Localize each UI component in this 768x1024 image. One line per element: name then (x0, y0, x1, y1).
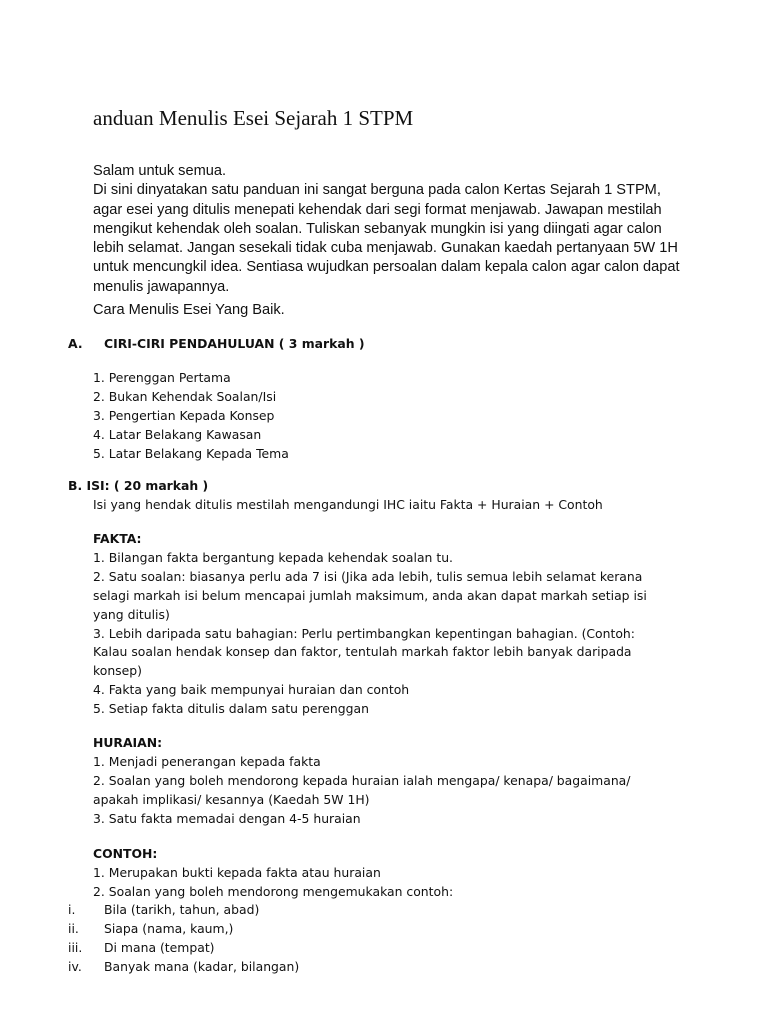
intro-paragraph: Di sini dinyatakan satu panduan ini sangat berguna pada calon Kertas Sejarah 1 STPM, agar esei yang ditulis menepati kehendak dari segi format menjawab. Jawapan mestilah mengikut kehendak oleh soalan. Tuliskan sebanyak mungkin isi yang diingati agar calon lebih selamat. Jangan sesekali tidak cuba menjawab. Gunakan kaedah pertanyaan 5W 1H untuk mencungkil idea. Sentiasa wujudkan persoalan dalam kepala calon agar calon dapat menulis jawapannya. (93, 182, 680, 295)
contoh-sub-list (68, 901, 299, 977)
list-item: 1. Perenggan Pertama (93, 370, 231, 385)
document-title: anduan Menulis Esei Sejarah 1 STPM (93, 106, 414, 130)
list-item: 2. Soalan yang boleh mendorong kepada huraian ialah mengapa/ kenapa/ bagaimana/ apakah implikasi/ kesannya (Kaedah 5W 1H) (93, 772, 631, 807)
list-item: 1. Merupakan bukti kepada fakta atau huraian (93, 864, 381, 880)
fakta-heading: FAKTA: (93, 531, 142, 546)
list-item: 2. Satu soalan: biasanya perlu ada 7 isi (Jika ada lebih, tulis semua lebih selamat kerana selagi markah isi belum mencapai jumlah maksimum, anda akan dapat markah setiap isi yang ditulis) (93, 568, 647, 622)
list-item: 5. Setiap fakta ditulis dalam satu perenggan (93, 701, 369, 717)
huraian-heading: HURAIAN: (93, 735, 163, 750)
sub-list-item (68, 920, 299, 939)
contoh-heading: CONTOH: (93, 846, 158, 861)
sub-list-item (68, 939, 299, 958)
roman-numeral: ii. (68, 920, 79, 936)
sub-list-item (68, 958, 299, 977)
cara-heading: Cara Menulis Esei Yang Baik. (93, 302, 285, 318)
roman-numeral: iii. (68, 939, 83, 955)
roman-numeral: i. (68, 902, 76, 917)
sub-item-text: Banyak mana (kadar, bilangan) (104, 958, 300, 974)
sub-item-text: Bila (tarikh, tahun, abad) (104, 902, 260, 917)
sub-item-text: Siapa (nama, kaum,) (104, 920, 234, 936)
list-item: 1. Bilangan fakta bergantung kepada kehendak soalan tu. (93, 549, 453, 565)
intro-block (93, 162, 693, 297)
intro-greeting: Salam untuk semua. (93, 163, 227, 179)
roman-numeral: iv. (68, 958, 82, 974)
list-item: 4. Fakta yang baik mempunyai huraian dan contoh (93, 682, 410, 698)
list-item: 5. Latar Belakang Kepada Tema (93, 445, 289, 461)
section-b-title: B. ISI: ( 20 markah ) (68, 478, 209, 493)
list-item: 3. Lebih daripada satu bahagian: Perlu pertimbangkan kepentingan bahagian. (Contoh: Kalau soalan hendak konsep dan faktor, tentulah markah faktor lebih banyak daripada konsep) (93, 625, 635, 679)
fakta-block (93, 530, 653, 719)
huraian-block (93, 734, 653, 829)
section-a-marker: A. (68, 336, 83, 351)
list-item: 3. Satu fakta memadai dengan 4-5 huraian (93, 810, 361, 826)
list-item: 4. Latar Belakang Kawasan (93, 426, 262, 442)
contoh-block (93, 845, 653, 902)
list-item: 2. Soalan yang boleh mendorong mengemukakan contoh: (93, 883, 454, 899)
section-a-list (93, 369, 289, 464)
section-a-title: CIRI-CIRI PENDAHULUAN ( 3 markah ) (104, 336, 365, 351)
list-item: 1. Menjadi penerangan kepada fakta (93, 753, 321, 769)
list-item: 2. Bukan Kehendak Soalan/Isi (93, 388, 277, 404)
section-b-description: Isi yang hendak ditulis mestilah mengandungi IHC iaitu Fakta + Huraian + Contoh (93, 497, 603, 512)
list-item: 3. Pengertian Kepada Konsep (93, 407, 275, 423)
sub-item-text: Di mana (tempat) (104, 939, 215, 955)
sub-list-item (68, 901, 299, 920)
